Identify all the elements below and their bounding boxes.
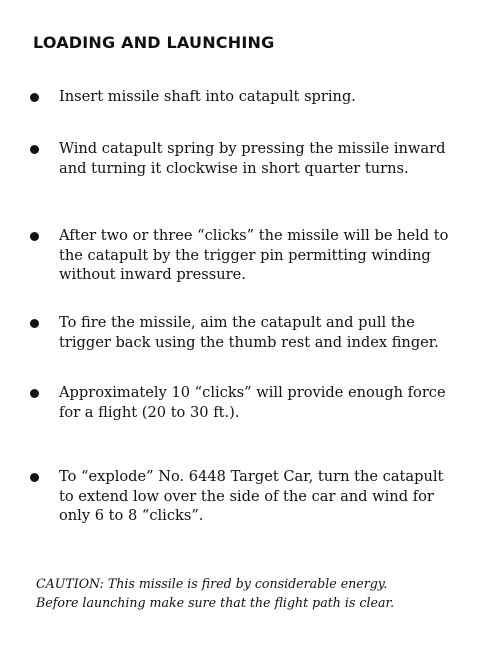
caution-note	[36, 574, 450, 612]
list-item	[30, 87, 450, 107]
caution-line-1: CAUTION: This missile is fired by considerable energy.	[36, 576, 388, 591]
bullet-icon	[30, 389, 39, 398]
bullet-icon	[30, 473, 39, 482]
bullet-icon	[30, 319, 39, 328]
item-text: To “explode” No. 6448 Target Car, turn the catapult to extend low over the side of the car and wind for only 6 to 8 “clicks”.	[59, 468, 444, 524]
item-text: To fire the missile, aim the catapult and pull the trigger back using the thumb rest and index finger.	[59, 314, 439, 351]
list-item	[30, 226, 450, 285]
list-item	[30, 467, 450, 526]
section-heading: LOADING AND LAUNCHING	[33, 33, 275, 52]
item-text: Approximately 10 “clicks” will provide enough force for a flight (20 to 30 ft.).	[59, 384, 446, 421]
list-item	[30, 313, 450, 352]
item-text: Insert missile shaft into catapult spring.	[59, 88, 356, 105]
list-item	[30, 139, 450, 178]
caution-line-2: Before launching make sure that the flight path is clear.	[36, 595, 395, 610]
bullet-icon	[30, 93, 39, 102]
list-item	[30, 383, 450, 422]
bullet-icon	[30, 145, 39, 154]
item-text: After two or three “clicks” the missile will be held to the catapult by the trigger pin permitting winding without inward pressure.	[59, 227, 449, 283]
item-text: Wind catapult spring by pressing the missile inward and turning it clockwise in short quarter turns.	[59, 140, 446, 177]
bullet-icon	[30, 232, 39, 241]
